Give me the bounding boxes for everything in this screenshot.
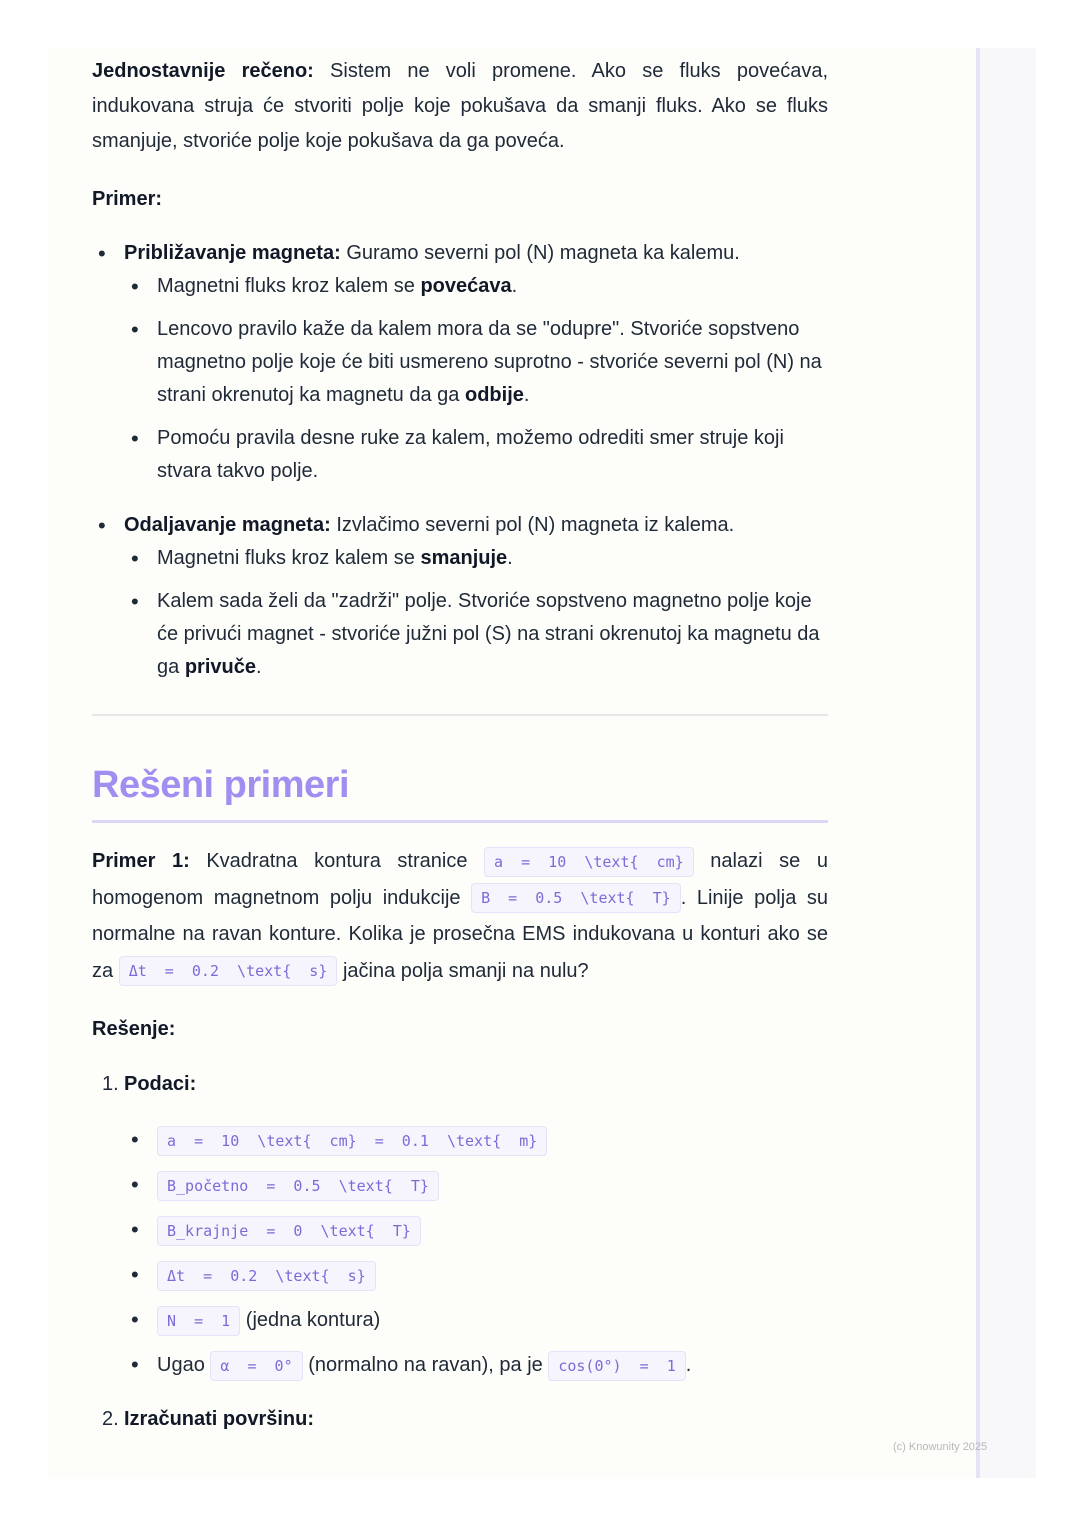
math-inline: Δt = 0.2 \text{ s} bbox=[157, 1261, 376, 1291]
primer-heading-text: Primer: bbox=[92, 188, 163, 210]
step-label: Podaci: bbox=[124, 1073, 197, 1095]
list-item: • Magnetni fluks kroz kalem se povećava. bbox=[92, 270, 828, 303]
example1-paragraph bbox=[92, 843, 828, 989]
math-inline: N = 1 bbox=[157, 1306, 240, 1336]
case1-sub3-text: Pomoću pravila desne ruke za kalem, možemo odrediti smer struje koji stvara takvo polje. bbox=[157, 427, 784, 482]
case2-sub1-bold: smanjuje bbox=[420, 547, 508, 569]
list-item bbox=[92, 1167, 828, 1212]
list-item bbox=[92, 509, 828, 542]
list-item bbox=[92, 1212, 828, 1257]
step-label: Izračunati površinu: bbox=[124, 1408, 315, 1430]
math-inline: a = 10 \text{ cm} bbox=[484, 847, 694, 877]
document-page bbox=[48, 48, 976, 1478]
data-text: (normalno na ravan), pa je bbox=[308, 1354, 543, 1376]
solution-heading bbox=[92, 1012, 175, 1047]
example1-lead: Primer 1: bbox=[92, 850, 190, 872]
math-inline: B_početno = 0.5 \text{ T} bbox=[157, 1171, 439, 1201]
example1-text: nalazi se u homogenom magnetnom polju indukcije bbox=[92, 850, 828, 909]
example1-text: . Linije polja su normalne na ravan konture. Kolika je prosečna EMS indukovana u konturi ako se za bbox=[92, 886, 828, 982]
case-approach bbox=[92, 237, 828, 488]
case1-sub2-bold: odbije bbox=[464, 384, 524, 406]
case2-text: Izvlačimo severni pol (N) magneta iz kalema. bbox=[336, 514, 735, 536]
section-title: Rešeni primeri bbox=[92, 764, 349, 806]
data-text: . bbox=[685, 1354, 692, 1376]
copyright-footer: (c) Knowunity 2025 bbox=[893, 1441, 988, 1453]
list-item: • Lencovo pravilo kaže da kalem mora da se "odupre". Stvoriće sopstveno magnetno polje koje će biti usmereno suprotno - stvoriće severni pol (N) na strani okrenutoj ka magnetu da ga odbije. bbox=[92, 313, 828, 412]
list-item: • Magnetni fluks kroz kalem se smanjuje. bbox=[92, 542, 828, 575]
step-1 bbox=[92, 1069, 196, 1099]
case1-lead: Približavanje magneta: bbox=[124, 242, 341, 264]
step-2 bbox=[92, 1404, 314, 1434]
case2-lead: Odaljavanje magneta: bbox=[124, 514, 331, 536]
example1-text: Kvadratna kontura stranice bbox=[206, 850, 468, 872]
math-inline: B = 0.5 \text{ T} bbox=[471, 883, 681, 913]
math-inline: B_krajnje = 0 \text{ T} bbox=[157, 1216, 421, 1246]
case2-sub2-text: Kalem sada želi da "zadrži" polje. Stvoriće sopstveno magnetno polje koje će privući magnet - stvoriće južni pol (S) na strani okrenutoj ka magnetu da ga bbox=[157, 590, 820, 678]
list-item bbox=[92, 237, 828, 270]
intro-paragraph bbox=[92, 54, 828, 159]
intro-lead: Jednostavnije rečeno: bbox=[92, 60, 314, 82]
list-item bbox=[92, 1347, 828, 1392]
example1-text: jačina polja smanji na nulu? bbox=[342, 959, 589, 982]
list-item: • Kalem sada želi da "zadrži" polje. Stvoriće sopstveno magnetno polje koje će privući magnet - stvoriće južni pol (S) na strani okrenutoj ka magnetu da ga privuče. bbox=[92, 585, 828, 684]
page-sidebar bbox=[976, 48, 1036, 1478]
case2-sub1-text: Magnetni fluks kroz kalem se bbox=[157, 547, 415, 569]
case1-text: Guramo severni pol (N) magneta ka kalemu. bbox=[346, 242, 740, 264]
case1-sub1-bold: povećava bbox=[420, 275, 512, 297]
list-item bbox=[92, 1302, 828, 1347]
data-list bbox=[92, 1122, 828, 1392]
list-item bbox=[92, 1257, 828, 1302]
intro-text: Sistem ne voli promene. Ako se fluks povećava, indukovana struja će stvoriti polje koje pokušava da smanji fluks. Ako se fluks smanjuje, stvoriće polje koje pokušava da ga poveća. bbox=[92, 60, 829, 152]
list-item bbox=[92, 422, 828, 488]
math-inline: α = 0° bbox=[210, 1351, 302, 1381]
primer-heading bbox=[92, 182, 162, 217]
case-withdraw bbox=[92, 509, 828, 684]
data-note: (jedna kontura) bbox=[245, 1309, 381, 1331]
list-item bbox=[92, 1122, 828, 1167]
math-inline: a = 10 \text{ cm} = 0.1 \text{ m} bbox=[157, 1126, 547, 1156]
case2-sub2-bold: privuče bbox=[184, 656, 256, 678]
section-divider bbox=[92, 714, 828, 716]
math-inline: cos(0°) = 1 bbox=[548, 1351, 685, 1381]
math-inline: Δt = 0.2 \text{ s} bbox=[119, 956, 338, 986]
case1-sub1-text: Magnetni fluks kroz kalem se bbox=[157, 275, 415, 297]
data-text: Ugao bbox=[157, 1354, 205, 1376]
step-number: 1. bbox=[102, 1073, 119, 1095]
case1-sub2-text: Lencovo pravilo kaže da kalem mora da se "odupre". Stvoriće sopstveno magnetno polje koje će biti usmereno suprotno - stvoriće severni pol (N) na strani okrenutoj ka magnetu da ga bbox=[157, 318, 822, 406]
section-title-underline bbox=[92, 820, 828, 823]
step-number: 2. bbox=[102, 1408, 119, 1430]
solution-heading-text: Rešenje: bbox=[92, 1018, 176, 1040]
